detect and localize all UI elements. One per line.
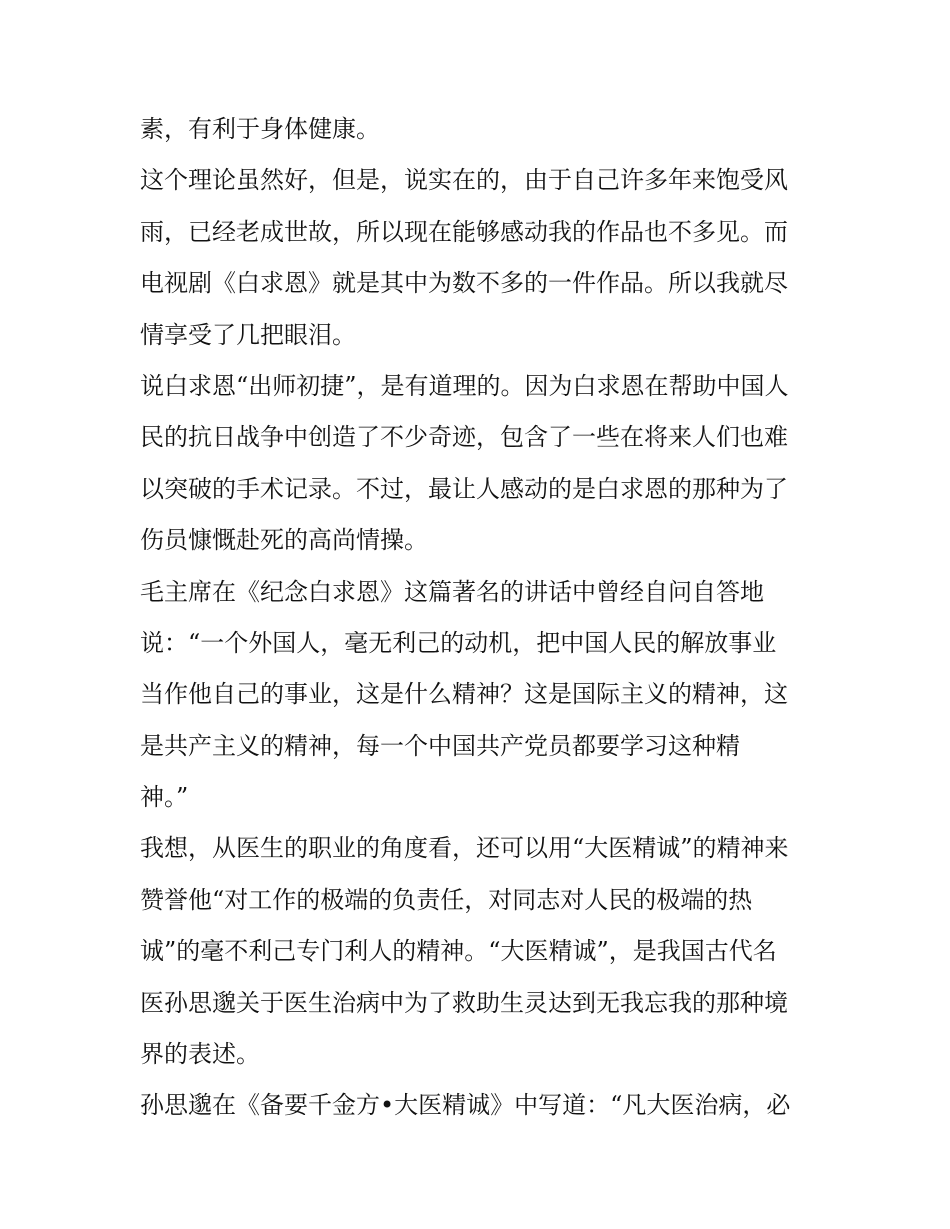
text-line: 界的表述。 [140,1040,260,1069]
text-line: 素，有利于身体健康。 [140,115,380,143]
text-line: 医孙思邈关于医生治病中为了救助生灵达到无我忘我的那种境 [140,988,788,1017]
text-line: 孙思邈在《备要千金方•大医精诚》中写道：“凡大医治病，必 [140,1091,791,1120]
text-line: 是共产主义的精神，每一个中国共产党员都要学习这种精 [140,731,740,760]
text-line: 情享受了几把眼泪。 [140,320,356,349]
text-line: 电视剧《白求恩》就是其中为数不多的一件作品。所以我就尽 [140,269,788,298]
text-line: 神。” [140,783,189,812]
text-line: 雨，已经老成世故，所以现在能够感动我的作品也不多见。而 [140,217,788,246]
text-line: 赞誉他“对工作的极端的负责任，对同志对人民的极端的热 [140,885,753,914]
text-line: 毛主席在《纪念白求恩》这篇著名的讲话中曾经自问自答地 [140,577,764,606]
text-line: 诚”的毫不利己专门利人的精神。“大医精诚”，是我国古代名 [140,937,777,966]
text-line: 民的抗日战争中创造了不少奇迹，包含了一些在将来人们也难 [140,423,788,452]
text-line: 伤员慷慨赴死的高尚情操。 [140,526,428,555]
text-line: 说：“一个外国人，毫无利己的动机，把中国人民的解放事业 [140,628,777,657]
text-line: 这个理论虽然好，但是，说实在的，由于自己许多年来饱受风 [140,166,788,195]
text-line: 当作他自己的事业，这是什么精神？这是国际主义的精神，这 [140,680,788,709]
text-line: 以突破的手术记录。不过，最让人感动的是白求恩的那种为了 [140,474,788,503]
text-line: 我想，从医生的职业的角度看，还可以用“大医精诚”的精神来 [140,834,789,863]
text-line: 说白求恩“出师初捷”，是有道理的。因为白求恩在帮助中国人 [140,371,789,400]
document-body [140,104,815,1132]
